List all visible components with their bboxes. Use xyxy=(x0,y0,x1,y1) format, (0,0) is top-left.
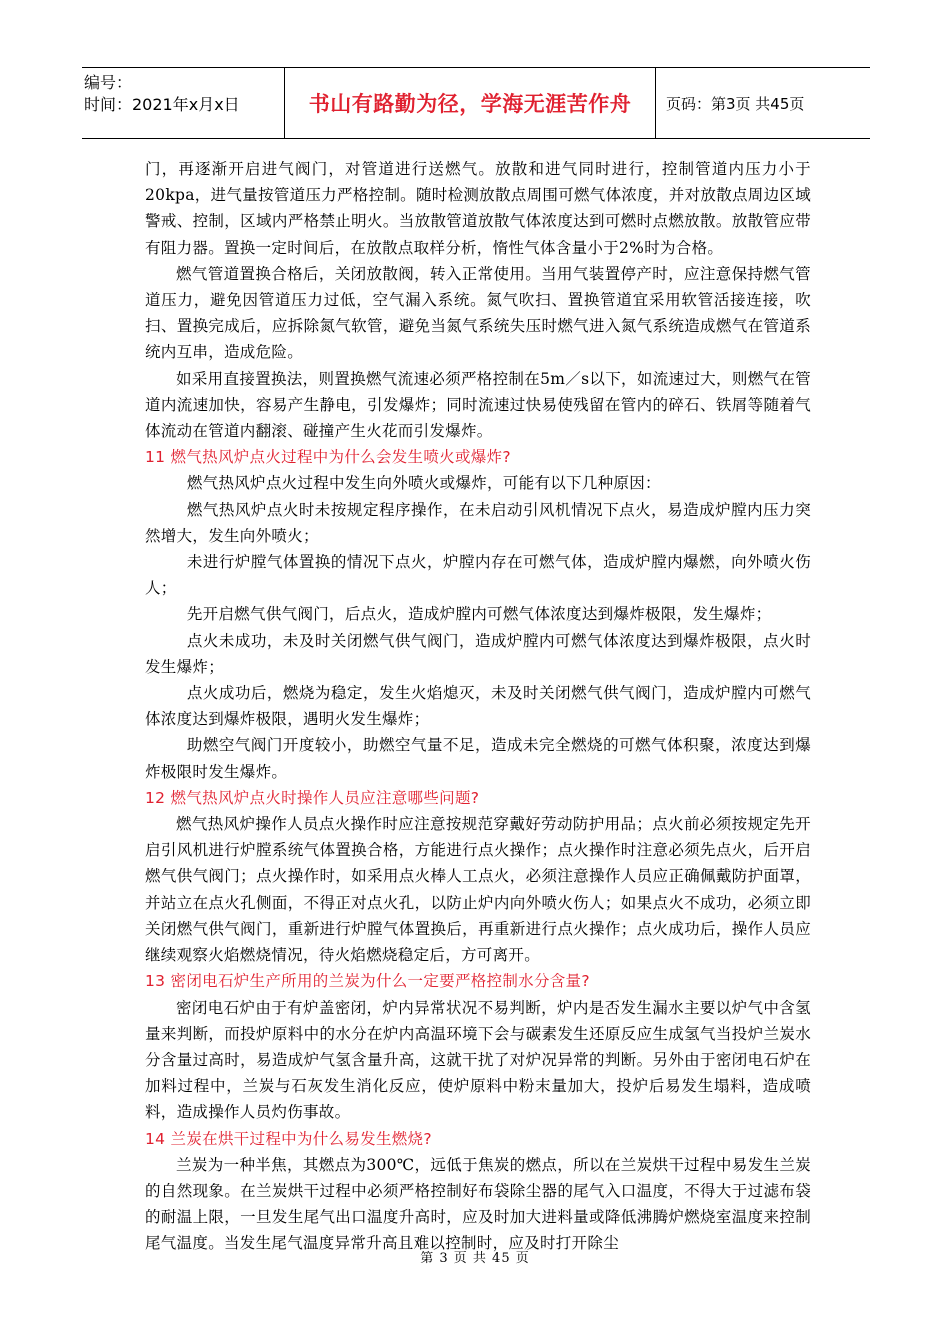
paragraph: 燃气热风炉操作人员点火操作时应注意按规范穿戴好劳动防护用品；点火前必须按规定先开启引风机进行炉膛系统气体置换合格，方能进行点火操作；点火操作时注意必须先点火，后开启燃气供气阀门；点火操作时，如采用点火棒人工点火，必须注意操作人员应正确佩戴防护面罩，并站立在点火孔侧面，不得正对点火孔，以防止炉内向外喷火伤人；如果点火不成功，必须立即关闭燃气供气阀门，重新进行炉膛气体置换后，再重新进行点火操作；点火成功后，操作人员应继续观察火焰燃烧情况，待火焰燃烧稳定后，方可离开。 xyxy=(145,815,811,965)
section-heading: 14 兰炭在烘干过程中为什么易发生燃烧? xyxy=(145,1129,432,1148)
paragraph: 未进行炉膛气体置换的情况下点火，炉膛内存在可燃气体，造成炉膛内爆燃，向外喷火伤人； xyxy=(145,553,811,598)
paragraph: 燃气管道置换合格后，关闭放散阀，转入正常使用。当用气装置停产时，应注意保持燃气管道压力，避免因管道压力过低，空气漏入系统。氮气吹扫、置换管道宜采用软管活接连接，吹扫、置换完成后，应拆除氮气软管，避免当氮气系统失压时燃气进入氮气系统造成燃气在管道系统内互串，造成危险。 xyxy=(145,264,811,362)
paragraph: 兰炭为一种半焦，其燃点为300℃，远低于焦炭的燃点，所以在兰炭烘干过程中易发生兰炭的自然现象。在兰炭烘干过程中必须严格控制好布袋除尘器的尾气入口温度，不得大于过滤布袋的耐温上限，一旦发生尾气出口温度升高时，应及时加大进料量或降低沸腾炉燃烧室温度来控制尾气温度。当发生尾气温度异常升高且难以控制时，应及时打开除尘 xyxy=(145,1155,811,1253)
page-header xyxy=(82,67,870,139)
paragraph: 燃气热风炉点火过程中发生向外喷火或爆炸，可能有以下几种原因： xyxy=(186,474,661,493)
paragraph: 点火未成功，未及时关闭燃气供气阀门，造成炉膛内可燃气体浓度达到爆炸极限，点火时发生爆炸； xyxy=(145,631,811,676)
paragraph: 门，再逐渐开启进气阀门，对管道进行送燃气。放散和进气同时进行，控制管道内压力小于20kpa，进气量按管道压力严格控制。随时检测放散点周围可燃气体浓度，并对放散点周边区域警戒、控制，区域内严格禁止明火。当放散管道放散气体浓度达到可燃时点燃放散。放散管应带有阻力器。置换一定时间后，在放散点取样分析，惰性气体含量小于2%时为合格。 xyxy=(145,160,811,257)
paragraph: 先开启燃气供气阀门，后点火，造成炉膛内可燃气体浓度达到爆炸极限，发生爆炸； xyxy=(186,605,772,624)
header-motto: 书山有路勤为径，学海无涯苦作舟 xyxy=(285,68,656,138)
paragraph: 点火成功后，燃烧为稳定，发生火焰熄灭，未及时关闭燃气供气阀门，造成炉膛内可燃气体浓度达到爆炸极限，遇明火发生爆炸； xyxy=(145,684,811,729)
header-page-info: 页码：第3页 共45页 xyxy=(666,94,805,113)
paragraph: 燃气热风炉点火时未按规定程序操作，在未启动引风机情况下点火，易造成炉膛内压力突然增大，发生向外喷火； xyxy=(145,500,811,545)
header-meta xyxy=(82,68,285,138)
paragraph: 助燃空气阀门开度较小，助燃空气量不足，造成未完全燃烧的可燃气体积聚，浓度达到爆炸极限时发生爆炸。 xyxy=(145,736,811,781)
paragraph: 密闭电石炉由于有炉盖密闭，炉内异常状况不易判断，炉内是否发生漏水主要以炉气中含氢量来判断，而投炉原料中的水分在炉内高温环境下会与碳素发生还原反应生成氢气当投炉兰炭水分含量过高时，易造成炉气氢含量升高，这就干扰了对炉况异常的判断。另外由于密闭电石炉在加料过程中，兰炭与石灰发生消化反应，使炉原料中粉末量加大，投炉后易发生塌料，造成喷料，造成操作人员灼伤事故。 xyxy=(145,998,811,1122)
paragraph: 如采用直接置换法，则置换燃气流速必须严格控制在5m／s以下，如流速过大，则燃气在管道内流速加快，容易产生静电，引发爆炸；同时流速过快易使残留在管内的碎石、铁屑等随着气体流动在管道内翻滚、碰撞产生火花而引发爆炸。 xyxy=(145,369,811,441)
section-heading: 11 燃气热风炉点火过程中为什么会发生喷火或爆炸? xyxy=(145,448,511,467)
document-body xyxy=(145,156,811,1257)
section-heading: 12 燃气热风炉点火时操作人员应注意哪些问题? xyxy=(145,788,480,807)
page-footer: 第 3 页 共 45 页 xyxy=(420,1251,530,1266)
number-label: 编号： xyxy=(84,73,133,92)
section-heading: 13 密闭电石炉生产所用的兰炭为什么一定要严格控制水分含量? xyxy=(145,972,590,991)
date-line: 时间：2021年x月x日 xyxy=(84,95,240,114)
